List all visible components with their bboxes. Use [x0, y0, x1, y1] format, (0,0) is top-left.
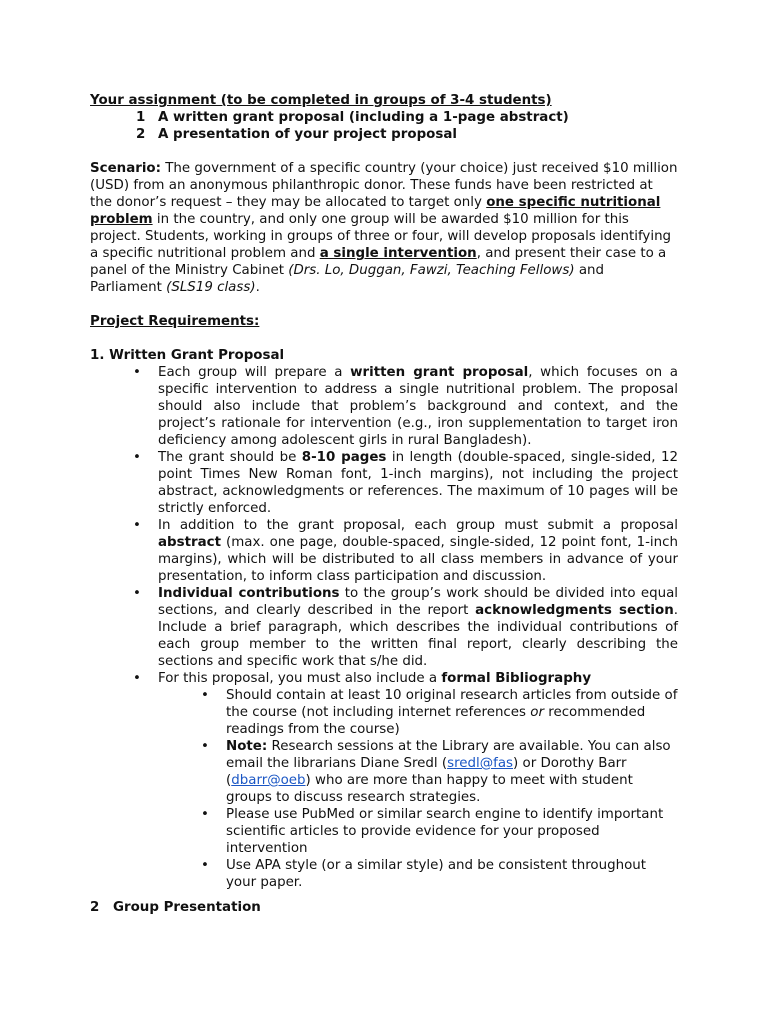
section2-heading: 2 Group Presentation — [90, 900, 261, 915]
emphasis-single-intervention: a single intervention — [319, 246, 477, 261]
scenario-label: Scenario: — [90, 161, 161, 176]
emphasis-one-problem: one specific nutritional problem — [90, 195, 661, 227]
list-item: • Each group will prepare a written grant proposal, which focuses on a specific intervention to address a single nutritional problem. The proposal should also include that problem’s background and context, and the project’s rationale for intervention (e.g., iron supplementation to target iron deficiency among adolescent girls in rural Bangladesh). — [90, 364, 678, 449]
list-item: • The grant should be 8-10 pages in length (double-spaced, single-sided, 12 point Times New Roman font, 1-inch margins), not including the project abstract, acknowledgments or references. The maximum of 10 pages will be strictly enforced. — [90, 449, 678, 517]
requirements-heading: Project Requirements: — [90, 314, 260, 329]
sub-list-item: • Please use PubMed or similar search engine to identify important scientific articles to provide evidence for your proposed intervention — [90, 806, 678, 857]
list-item: • For this proposal, you must also include a formal Bibliography • Should contain at least 10 original research articles from outside of the course (not including internet references or recommended readings from the course) • Note: Research sessions at the Library are available. You can also email the librarians Diane Sredl (sredl@fas) or Dorothy Barr (dbarr@oeb) who are more than happy to meet with student groups to discuss research strategies. • Please use PubMed or similar search engine to identify important scientific articles to provide evidence for your proposed intervention • Use APA style (or a similar style) and be consistent throughout your paper. — [90, 670, 678, 891]
assignment-list — [90, 109, 678, 143]
scenario-paragraph: Scenario: The government of a specific country (your choice) just received $10 million (USD) from an anonymous philanthropic donor. These funds have been restricted at the donor’s request – they may be allocated to target only one specific nutritional problem in the country, and only one group will be awarded $10 million for this project. Students, working in groups of three or four, will develop proposals identifying a specific nutritional problem and a single intervention, and present their case to a panel of the Ministry Cabinet (Drs. Lo, Duggan, Fawzi, Teaching Fellows) and Parliament (SLS19 class). — [90, 161, 678, 295]
sub-list-item: • Use APA style (or a similar style) and be consistent throughout your paper. — [90, 857, 678, 891]
sub-list-item: • Note: Research sessions at the Library are available. You can also email the librarians Diane Sredl (sredl@fas) or Dorothy Barr (dbarr@oeb) who are more than happy to meet with student groups to discuss research strategies. — [90, 738, 678, 806]
email-link-sredl[interactable]: sredl@fas — [447, 756, 514, 771]
list-item: • In addition to the grant proposal, each group must submit a proposal abstract (max. one page, double-spaced, single-sided, 12 point font, 1-inch margins), which will be distributed to all class members in advance of your presentation, to inform class participation and discussion. — [90, 517, 678, 585]
section1-heading: 1. Written Grant Proposal — [90, 348, 285, 363]
assignment-item-2: 2 A presentation of your project proposal — [136, 127, 457, 142]
assignment-item-1: 1 A written grant proposal (including a 1-page abstract) — [136, 110, 569, 125]
bibliography-sublist — [158, 687, 678, 891]
email-link-dbarr[interactable]: dbarr@oeb — [231, 773, 306, 788]
document-body — [90, 92, 678, 916]
requirements-list — [90, 364, 678, 891]
sub-list-item: • Should contain at least 10 original research articles from outside of the course (not including internet references or recommended readings from the course) — [90, 687, 678, 738]
assignment-heading: Your assignment (to be completed in groups of 3-4 students) — [90, 93, 552, 108]
list-item: • Individual contributions to the group’s work should be divided into equal sections, and clearly described in the report acknowledgments section. Include a brief paragraph, which describes the individual contributions of each group member to the written final report, clearly describing the sections and specific work that s/he did. — [90, 585, 678, 670]
